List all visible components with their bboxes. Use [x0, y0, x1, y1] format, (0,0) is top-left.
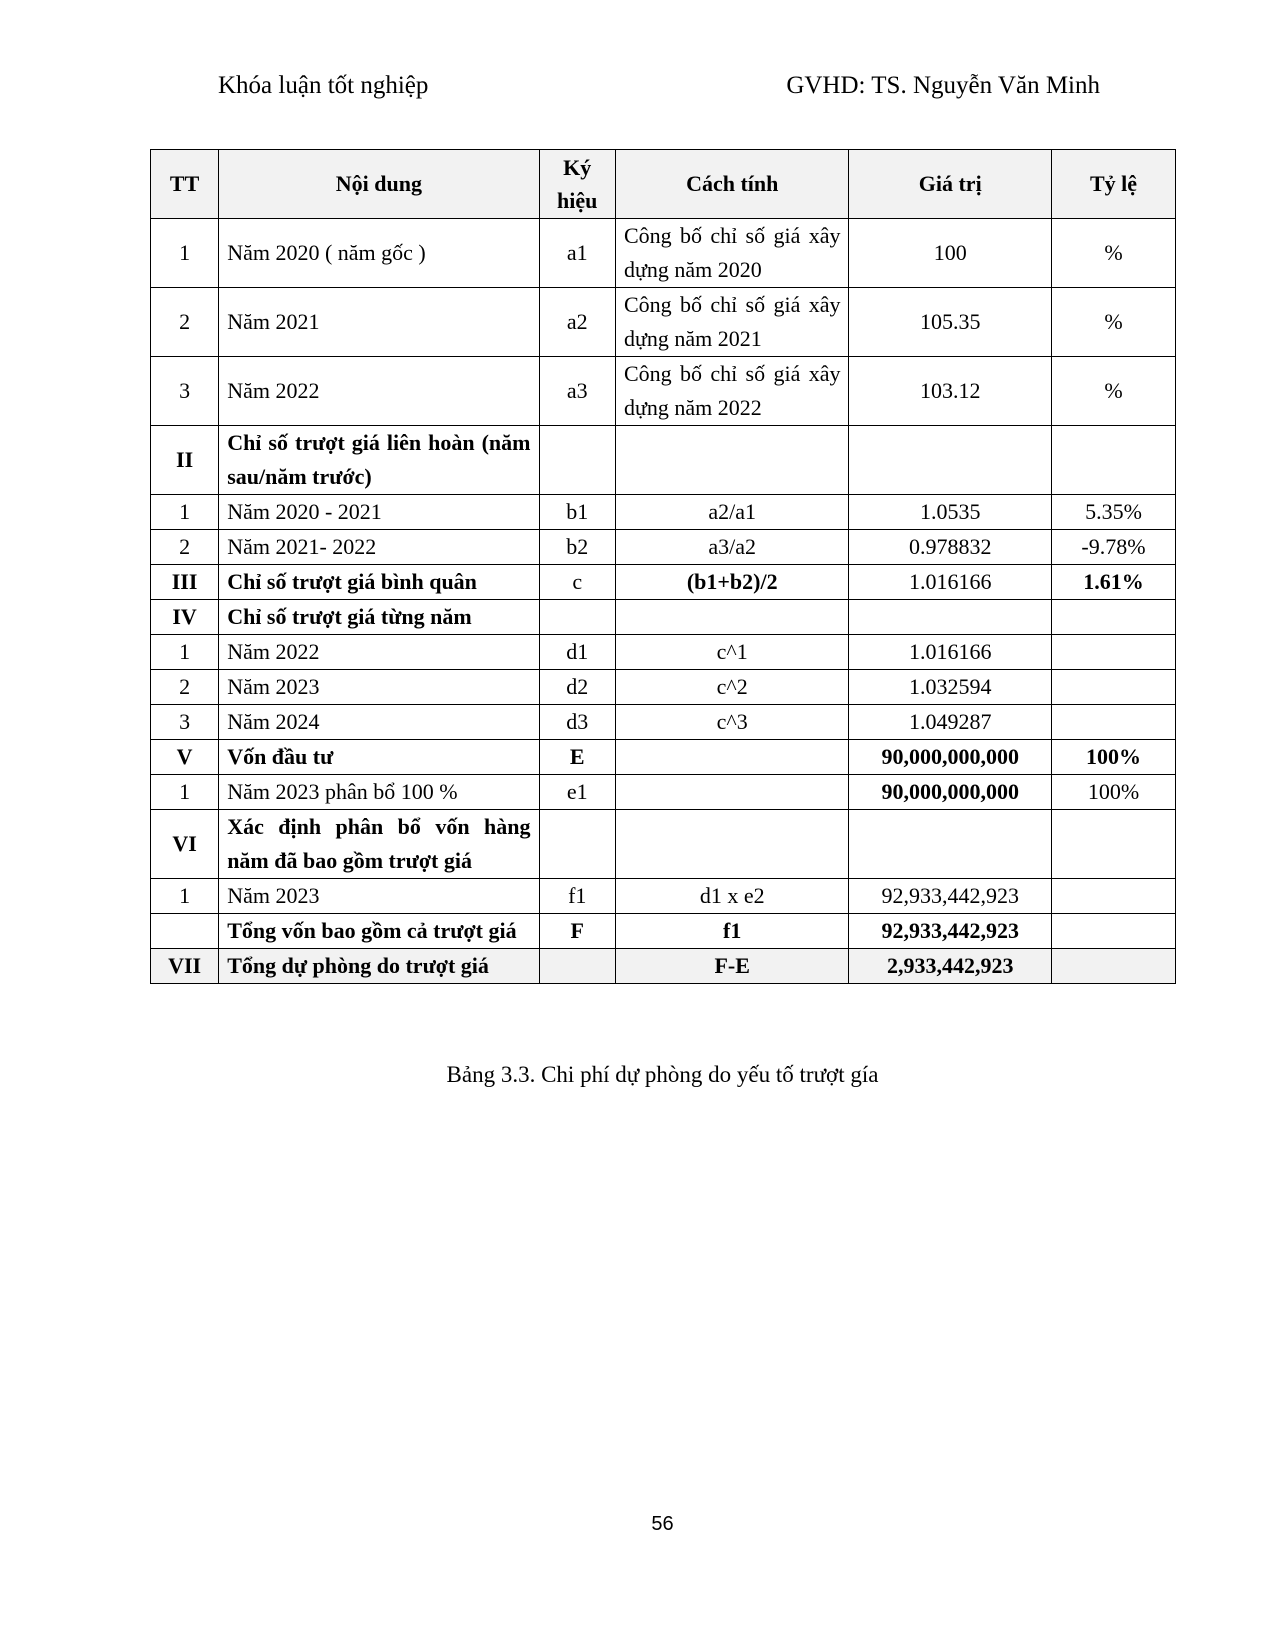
table-row — [151, 879, 1176, 914]
cell-symbol: c — [539, 565, 615, 600]
cell-content: Xác định phân bổ vốn hàng năm đã bao gồm trượt giá — [219, 810, 539, 879]
cell-ratio: % — [1051, 288, 1175, 357]
cell-content: Chỉ số trượt giá bình quân — [219, 565, 539, 600]
price-escalation-table — [150, 149, 1176, 984]
table-row — [151, 635, 1176, 670]
table-row — [151, 775, 1176, 810]
cell-ratio: 100% — [1051, 740, 1175, 775]
table-row — [151, 219, 1176, 288]
cell-ratio — [1051, 914, 1175, 949]
table-row — [151, 670, 1176, 705]
cell-value: 2,933,442,923 — [849, 949, 1052, 984]
header-supervisor: GVHD: TS. Nguyễn Văn Minh — [786, 72, 1100, 99]
cell-ratio — [1051, 879, 1175, 914]
cell-value — [849, 810, 1052, 879]
cell-value: 1.049287 — [849, 705, 1052, 740]
table-row — [151, 530, 1176, 565]
cell-tt: 3 — [151, 357, 219, 426]
cell-ratio — [1051, 426, 1175, 495]
cell-value: 1.016166 — [849, 565, 1052, 600]
cell-ratio: 100% — [1051, 775, 1175, 810]
table-section-row — [151, 949, 1176, 984]
cell-symbol: b1 — [539, 495, 615, 530]
cell-value: 1.032594 — [849, 670, 1052, 705]
cell-tt: 1 — [151, 219, 219, 288]
cell-tt: 3 — [151, 705, 219, 740]
cell-tt: 2 — [151, 670, 219, 705]
cell-ratio — [1051, 635, 1175, 670]
cell-symbol: e1 — [539, 775, 615, 810]
cell-ratio: % — [1051, 357, 1175, 426]
page-number: 56 — [651, 1513, 674, 1535]
cell-formula: a3/a2 — [615, 530, 849, 565]
cell-value: 105.35 — [849, 288, 1052, 357]
cell-tt: 2 — [151, 288, 219, 357]
cell-symbol: a2 — [539, 288, 615, 357]
cell-formula: (b1+b2)/2 — [615, 565, 849, 600]
cell-formula: F-E — [615, 949, 849, 984]
table-row — [151, 705, 1176, 740]
cell-symbol: a3 — [539, 357, 615, 426]
cell-tt: VI — [151, 810, 219, 879]
cell-tt: II — [151, 426, 219, 495]
cell-symbol: b2 — [539, 530, 615, 565]
cell-symbol: d3 — [539, 705, 615, 740]
table-caption: Bảng 3.3. Chi phí dự phòng do yếu tố trượt gía — [446, 1062, 879, 1087]
cell-content: Tổng dự phòng do trượt giá — [219, 949, 539, 984]
cell-value: 100 — [849, 219, 1052, 288]
cell-content: Năm 2022 — [219, 357, 539, 426]
column-header-ratio: Tỷ lệ — [1051, 150, 1175, 219]
cell-value — [849, 600, 1052, 635]
cell-formula: d1 x e2 — [615, 879, 849, 914]
cell-content: Năm 2022 — [219, 635, 539, 670]
cell-ratio: 5.35% — [1051, 495, 1175, 530]
cell-content: Năm 2021- 2022 — [219, 530, 539, 565]
column-header-symbol: Ký hiệu — [539, 150, 615, 219]
table-row — [151, 288, 1176, 357]
cell-value: 92,933,442,923 — [849, 914, 1052, 949]
cell-tt: IV — [151, 600, 219, 635]
table-section-row — [151, 740, 1176, 775]
cell-formula: f1 — [615, 914, 849, 949]
cell-value: 0.978832 — [849, 530, 1052, 565]
cell-tt: III — [151, 565, 219, 600]
cell-formula — [615, 810, 849, 879]
table-row — [151, 357, 1176, 426]
cell-value: 1.016166 — [849, 635, 1052, 670]
table-section-row — [151, 600, 1176, 635]
table-total-row — [151, 914, 1176, 949]
cell-formula: c^3 — [615, 705, 849, 740]
cell-symbol — [539, 810, 615, 879]
cell-symbol: F — [539, 914, 615, 949]
cell-tt: 1 — [151, 775, 219, 810]
cell-formula: Công bố chỉ số giá xây dựng năm 2021 — [615, 288, 849, 357]
cell-formula: Công bố chỉ số giá xây dựng năm 2022 — [615, 357, 849, 426]
cell-tt: 2 — [151, 530, 219, 565]
cell-value: 90,000,000,000 — [849, 775, 1052, 810]
column-header-value: Giá trị — [849, 150, 1052, 219]
table-row — [151, 495, 1176, 530]
cell-ratio: 1.61% — [1051, 565, 1175, 600]
cell-formula: c^2 — [615, 670, 849, 705]
cell-tt — [151, 914, 219, 949]
cell-ratio — [1051, 670, 1175, 705]
table-section-row — [151, 426, 1176, 495]
cell-symbol: d1 — [539, 635, 615, 670]
cell-symbol: f1 — [539, 879, 615, 914]
cell-value — [849, 426, 1052, 495]
page-header — [218, 72, 1100, 108]
cell-content: Vốn đầu tư — [219, 740, 539, 775]
column-header-tt: TT — [151, 150, 219, 219]
cell-content: Năm 2020 ( năm gốc ) — [219, 219, 539, 288]
cell-tt: 1 — [151, 495, 219, 530]
cell-content: Năm 2021 — [219, 288, 539, 357]
cell-content: Năm 2020 - 2021 — [219, 495, 539, 530]
cell-content: Tổng vốn bao gồm cả trượt giá — [219, 914, 539, 949]
cell-formula — [615, 426, 849, 495]
cell-value: 1.0535 — [849, 495, 1052, 530]
cell-content: Năm 2023 — [219, 879, 539, 914]
cell-value: 90,000,000,000 — [849, 740, 1052, 775]
cell-symbol: a1 — [539, 219, 615, 288]
cell-content: Năm 2023 phân bổ 100 % — [219, 775, 539, 810]
cell-tt: 1 — [151, 879, 219, 914]
cell-tt: VII — [151, 949, 219, 984]
cell-ratio: -9.78% — [1051, 530, 1175, 565]
cell-formula: Công bố chỉ số giá xây dựng năm 2020 — [615, 219, 849, 288]
cell-symbol: d2 — [539, 670, 615, 705]
cell-content: Năm 2023 — [219, 670, 539, 705]
cell-tt: 1 — [151, 635, 219, 670]
cell-symbol — [539, 426, 615, 495]
table-section-row — [151, 810, 1176, 879]
cell-symbol — [539, 600, 615, 635]
table-header-row — [151, 150, 1176, 219]
cell-formula — [615, 775, 849, 810]
column-header-formula: Cách tính — [615, 150, 849, 219]
cell-formula — [615, 600, 849, 635]
cell-symbol: E — [539, 740, 615, 775]
cell-formula: c^1 — [615, 635, 849, 670]
cell-ratio — [1051, 810, 1175, 879]
cell-ratio — [1051, 600, 1175, 635]
header-thesis-title: Khóa luận tốt nghiệp — [218, 72, 429, 99]
cell-value: 103.12 — [849, 357, 1052, 426]
cell-content: Chỉ số trượt giá từng năm — [219, 600, 539, 635]
cell-ratio — [1051, 949, 1175, 984]
cell-tt: V — [151, 740, 219, 775]
cell-content: Năm 2024 — [219, 705, 539, 740]
cell-symbol — [539, 949, 615, 984]
cell-content: Chỉ số trượt giá liên hoàn (năm sau/năm trước) — [219, 426, 539, 495]
cell-ratio: % — [1051, 219, 1175, 288]
cell-formula: a2/a1 — [615, 495, 849, 530]
cell-value: 92,933,442,923 — [849, 879, 1052, 914]
cell-formula — [615, 740, 849, 775]
table-section-row — [151, 565, 1176, 600]
column-header-content: Nội dung — [219, 150, 539, 219]
cell-ratio — [1051, 705, 1175, 740]
